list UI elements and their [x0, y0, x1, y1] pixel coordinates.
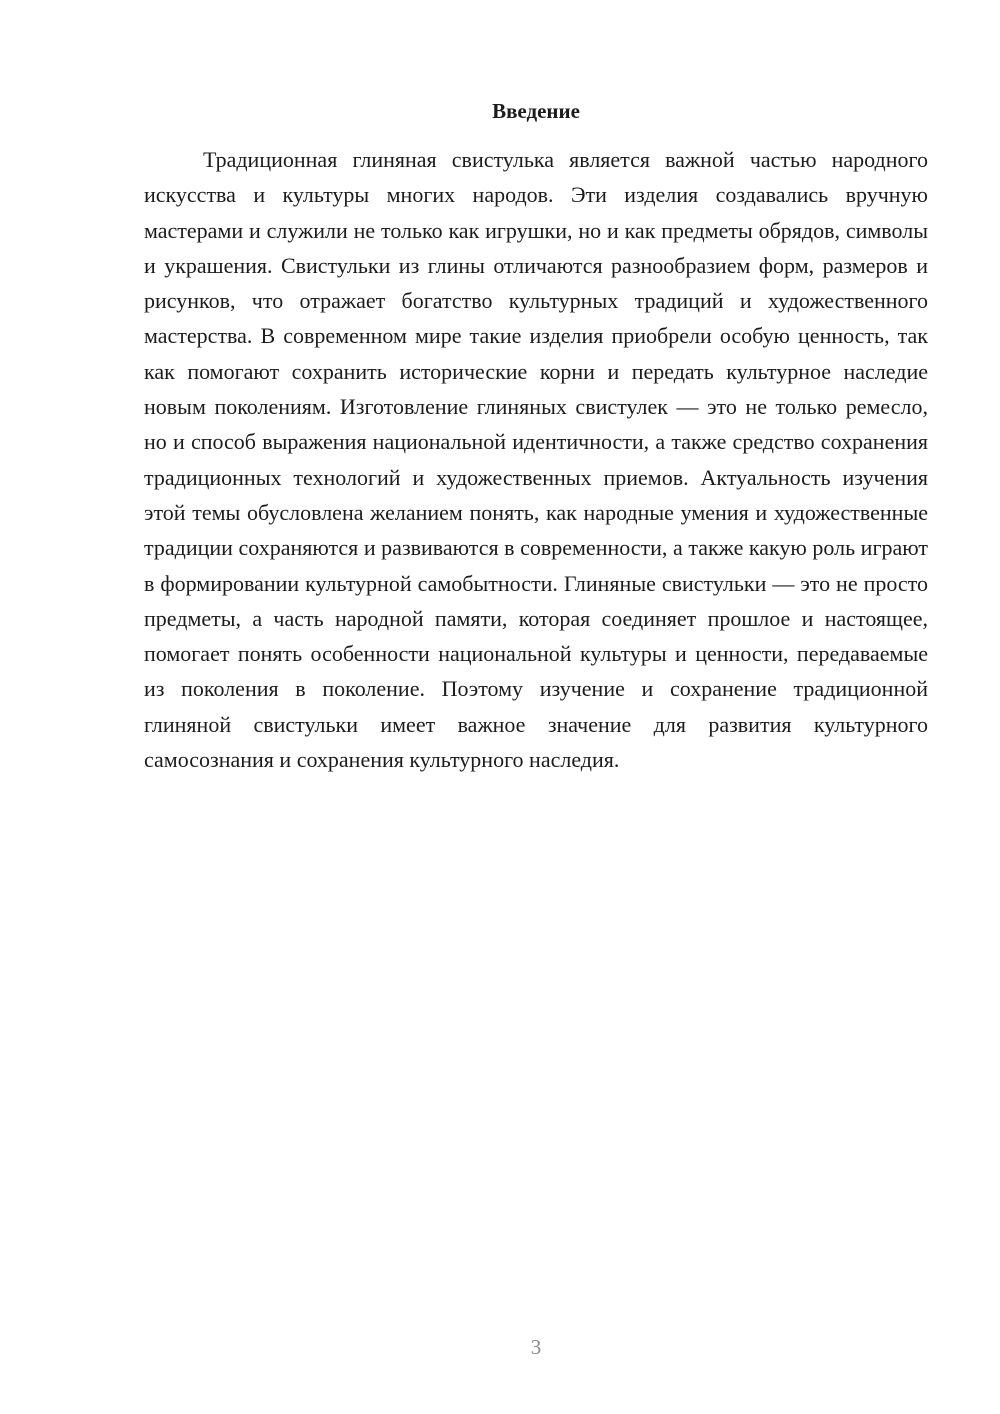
page-title: Введение: [492, 99, 580, 123]
page-number: 3: [530, 1335, 542, 1359]
body-paragraph: Традиционная глиняная свистулька является важной частью народного искусства и культуры многих народов. Эти изделия создавались вручную мастерами и служили не только как игрушки, но и как предметы обрядов, символы и украшения. Свистульки из глины отличаются разнообразием форм, размеров и рисунков, что отражает богатство культурных традиций и художественного мастерства. В современном мире такие изделия приобрели особую ценность, так как помогают сохранить исторические корни и передать культурное наследие новым поколениям. Изготовление глиняных свистулек — это не только ремесло, но и способ выражения национальной идентичности, а также средство сохранения традиционных технологий и художественных приемов. Актуальность изучения этой темы обусловлена желанием понять, как народные умения и художественные традиции сохраняются и развиваются в современности, а также какую роль играют в формировании культурной самобытности. Глиняные свистульки — это не просто предметы, а часть народной памяти, которая соединяет прошлое и настоящее, помогает понять особенности национальной культуры и ценности, передаваемые из поколения в поколение. Поэтому изучение и сохранение традиционной глиняной свистульки имеет важное значение для развития культурного самосознания и сохранения культурного наследия.: [144, 147, 928, 773]
